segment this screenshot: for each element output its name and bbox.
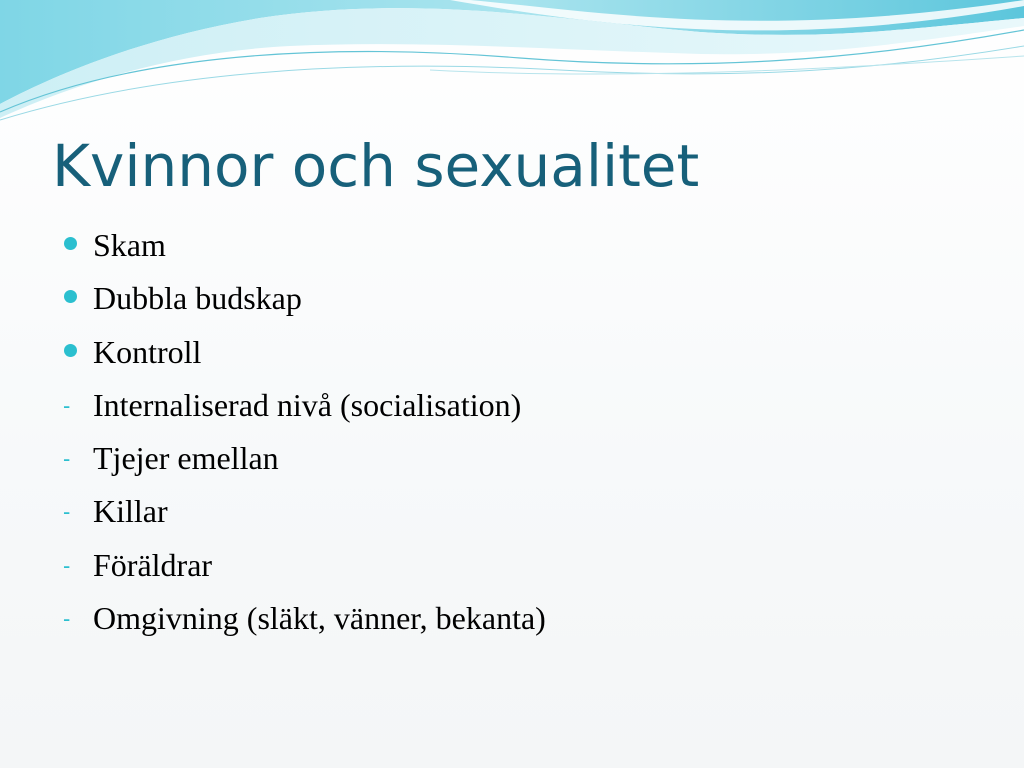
dash-bullet-icon: -	[63, 552, 71, 578]
bullet-list	[62, 220, 982, 646]
list-item-text: Internaliserad nivå (socialisation)	[93, 386, 522, 423]
list-item	[62, 540, 982, 593]
list-item	[62, 380, 982, 433]
list-item-text: Tjejer emellan	[93, 440, 279, 477]
list-item-text: Skam	[93, 227, 166, 263]
list-item	[62, 433, 982, 486]
dash-bullet-icon: -	[63, 446, 71, 472]
dash-bullet-icon: -	[63, 606, 71, 632]
slide-title: Kvinnor och sexualitet	[52, 132, 700, 200]
list-item-text: Kontroll	[93, 333, 202, 370]
bullet-dot-icon	[64, 237, 77, 250]
list-item-text: Killar	[93, 493, 168, 530]
dash-bullet-icon: -	[63, 499, 71, 525]
bullet-dot-icon	[64, 290, 77, 303]
list-item	[62, 273, 982, 326]
list-item	[62, 220, 982, 273]
dash-bullet-icon: -	[63, 392, 71, 418]
list-item-text: Omgivning (släkt, vänner, bekanta)	[93, 600, 546, 637]
list-item-text: Föräldrar	[93, 546, 213, 583]
bullet-dot-icon	[64, 344, 77, 357]
list-item	[62, 593, 982, 646]
wave-decoration	[0, 0, 1024, 130]
list-item	[62, 327, 982, 380]
list-item	[62, 486, 982, 539]
list-item-text: Dubbla budskap	[93, 280, 302, 317]
